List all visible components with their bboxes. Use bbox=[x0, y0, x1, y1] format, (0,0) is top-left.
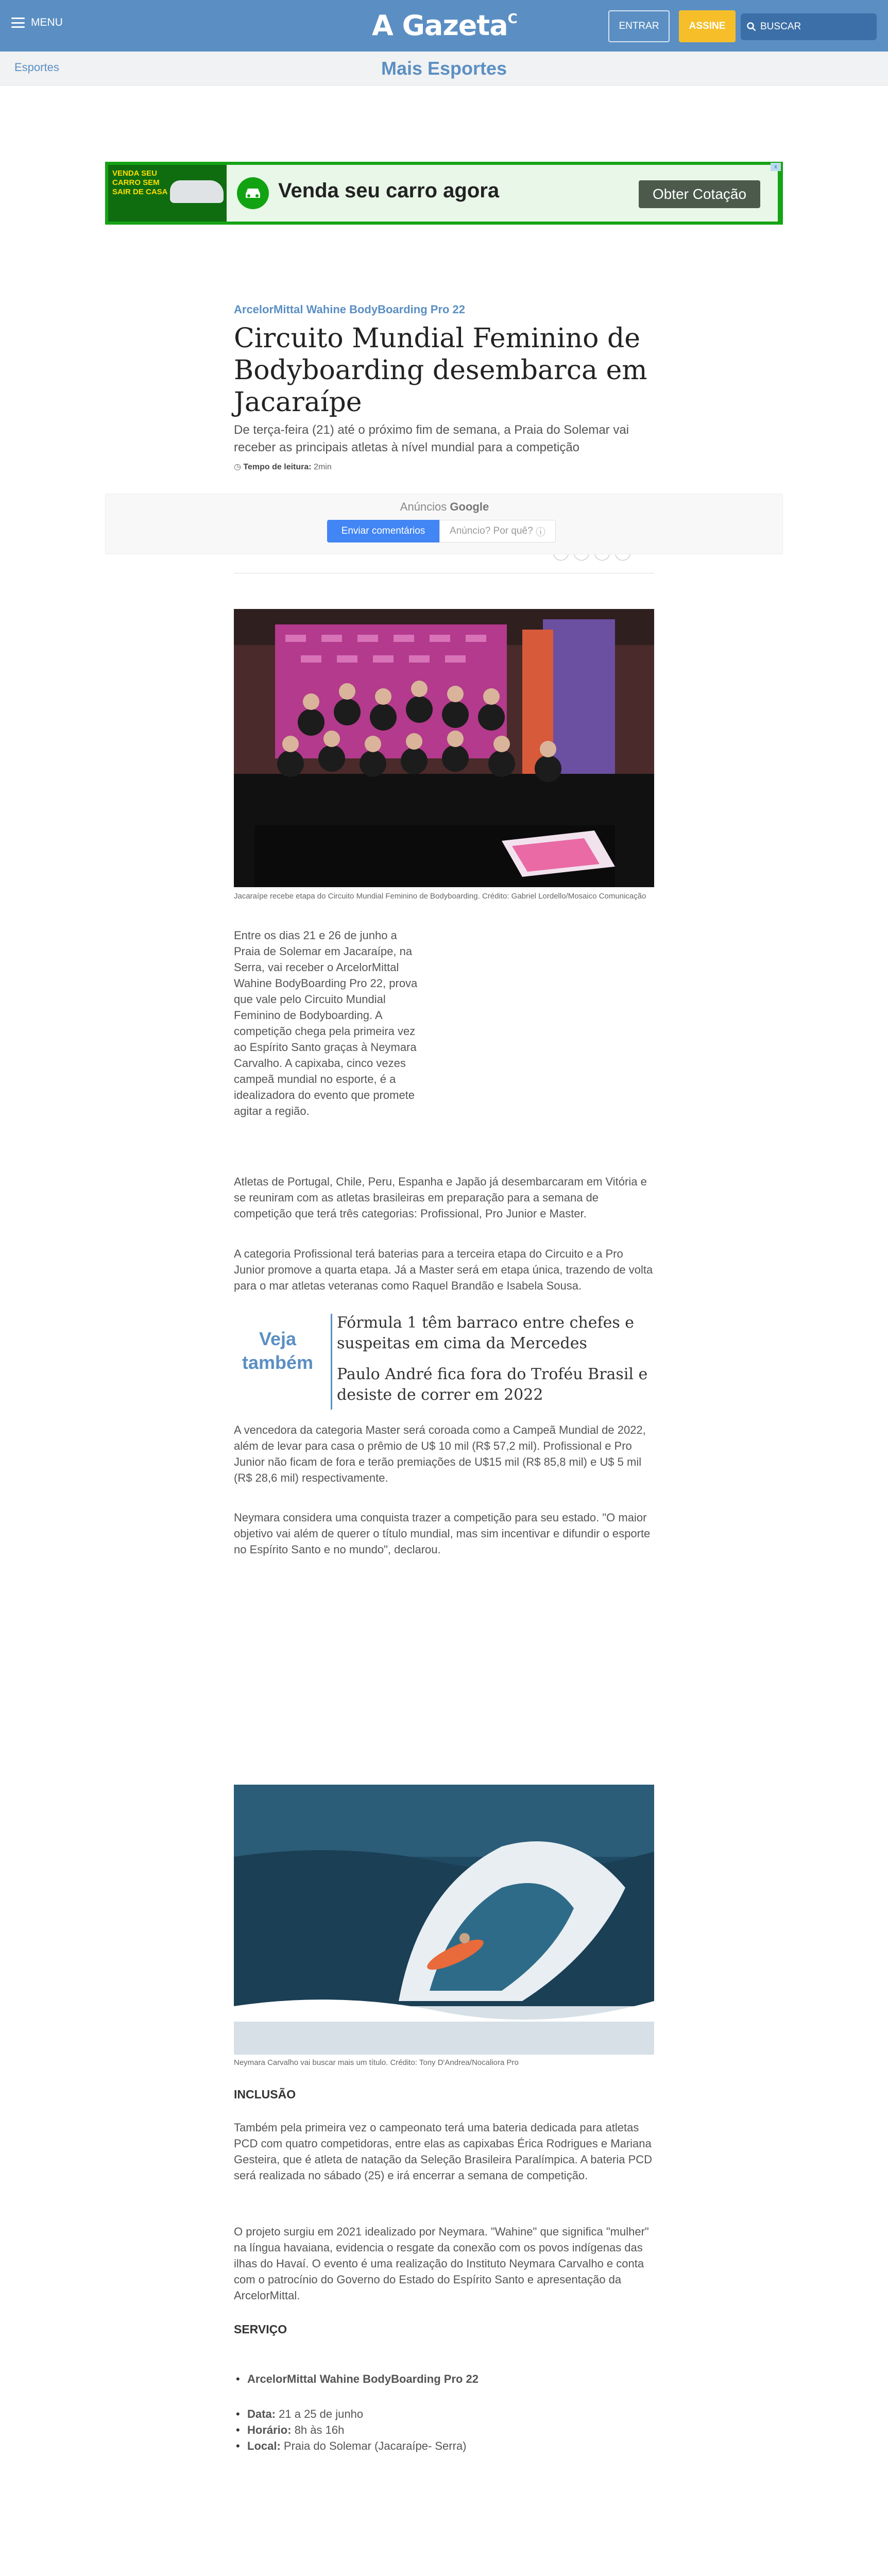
subheading-inclusao: INCLUSÃO bbox=[234, 2088, 296, 2101]
article-photo-group[interactable] bbox=[234, 609, 654, 887]
event-list bbox=[234, 2371, 654, 2387]
read-time-value: 2min bbox=[314, 463, 332, 471]
see-also-box bbox=[234, 1311, 654, 1414]
see-also-label: Veja também bbox=[242, 1328, 314, 1373]
menu-button[interactable] bbox=[11, 16, 63, 29]
article-lede: De terça-feira (21) até o próximo fim de semana, a Praia do Solemar vai receber as principais atletas à nível mundial para a competição bbox=[234, 423, 629, 454]
subheading-servico: SERVIÇO bbox=[234, 2323, 287, 2336]
ad-main-panel bbox=[227, 165, 778, 222]
hamburger-icon bbox=[11, 18, 25, 28]
list-item: • Horário: 8h às 16h bbox=[234, 2422, 654, 2438]
see-also-link[interactable]: Paulo André fica fora do Troféu Brasil e desiste de correr em 2022 bbox=[337, 1365, 648, 1404]
surf-photo-illustration bbox=[234, 1785, 654, 2055]
ads-by-google: Anúncios Google bbox=[400, 500, 489, 513]
photo-caption: Jacaraípe recebe etapa do Circuito Mundial Feminino de Bodyboarding. Crédito: Gabriel Lordello/Mosaico Comunicação bbox=[234, 892, 646, 901]
paragraph: O projeto surgiu em 2021 idealizado por Neymara. "Wahine" que significa "mulher" na língua havaiana, evidencia o resgate da conexão com os povos indígenas das ilhas do Havaí. O evento é uma realização do Instituto Neymara Carvalho e conta com o patrocínio do Governo do Estado do Espírito Santo e apresentação da ArcelorMittal. bbox=[234, 2225, 649, 2302]
clock-icon: ◷ bbox=[234, 463, 241, 471]
site-logo[interactable]: A Gazeta$^C$ bbox=[372, 9, 517, 42]
paragraph: Neymara considera uma conquista trazer a competição para seu estado. "O maior objetivo vai além de querer o título mundial, mas sim incentivar e difundir o esporte no Espírito Santo e no mundo", declarou. bbox=[234, 1511, 651, 1556]
list-item: • Local: Praia do Solemar (Jacaraípe- Serra) bbox=[234, 2438, 654, 2454]
info-icon: ⓘ bbox=[535, 527, 545, 538]
breadcrumb-esportes[interactable]: Esportes bbox=[14, 61, 59, 74]
send-feedback-button[interactable]: Enviar comentários bbox=[327, 520, 439, 543]
article-category[interactable]: ArcelorMittal Wahine BodyBoarding Pro 22 bbox=[234, 303, 466, 316]
event-details-list bbox=[234, 2406, 654, 2454]
paragraph: Também pela primeira vez o campeonato terá uma bateria dedicada para atletas PCD com quatro competidoras, entre elas as capixabas Érica Rodrigues e Mariana Gesteira, que é atleta de natação da Seleção Brasileira Paralímpica. A bateria PCD será realizada no sábado (25) e irá encerrar a semana de competição. bbox=[234, 2121, 653, 2182]
car-icon bbox=[170, 180, 224, 203]
see-also-link[interactable]: Fórmula 1 têm barraco entre chefes e suspeitas em cima da Mercedes bbox=[337, 1314, 635, 1352]
article-photo-surf[interactable] bbox=[234, 1785, 654, 2055]
google-ads-feedback bbox=[105, 494, 783, 554]
top-header bbox=[0, 0, 888, 52]
paragraph: A vencedora da categoria Master será coroada como a Campeã Mundial de 2022, além de levar para casa o prêmio de U$ 10 mil (R$ 57,2 mil). Profissional e Pro Junior não ficam de fora e terão premiações de U$15 mil (R$ 85,8 mil) e U$ 5 mil (R$ 28,6 mil) respectivamente. bbox=[234, 1423, 646, 1484]
paragraph: Entre os dias 21 e 26 de junho a Praia de Solemar em Jacaraípe, na Serra, vai receber o ArcelorMittal Wahine BodyBoarding Pro 22, prova que vale pelo Circuito Mundial Feminino de Bodyboarding. A competição chega pela primeira vez ao Espírito Santo graças à Neymara Carvalho. A capixaba, cinco vezes campeã mundial no esporte, é a idealizadora do evento que promete agitar a região. bbox=[234, 929, 418, 1117]
why-this-ad-button[interactable]: Anúncio? Por quê? ⓘ bbox=[439, 520, 556, 543]
list-item: • Data: 21 a 25 de junho bbox=[234, 2406, 654, 2422]
section-title[interactable]: Mais Esportes bbox=[381, 58, 507, 79]
article-title: Circuito Mundial Feminino de Bodyboarding desembarca em Jacaraípe bbox=[234, 323, 647, 418]
read-time-label: Tempo de leitura: bbox=[243, 463, 312, 471]
ad-close-icon[interactable]: x bbox=[771, 163, 781, 171]
ad-banner[interactable] bbox=[105, 162, 783, 225]
photo-caption: Neymara Carvalho vai buscar mais um título. Crédito: Tony D'Andrea/Nocaliora Pro bbox=[234, 2058, 519, 2067]
ad-left-panel bbox=[108, 165, 227, 222]
paragraph: A categoria Profissional terá baterias para a terceira etapa do Circuito e a Pro Junior promove a quarta etapa. Já a Master será em etapa única, trazendo de volta para o mar atletas veteranas como Raquel Brandão e Isabela Sousa. bbox=[234, 1247, 653, 1292]
search-placeholder: BUSCAR bbox=[760, 21, 801, 32]
subscribe-button[interactable]: ASSINE bbox=[679, 10, 736, 42]
search-icon bbox=[747, 22, 756, 31]
login-button[interactable]: ENTRAR bbox=[608, 10, 670, 42]
car-badge-icon bbox=[237, 177, 269, 209]
ad-left-text: VENDA SEU CARRO SEM SAIR DE CASA bbox=[112, 169, 168, 196]
menu-label: MENU bbox=[31, 16, 63, 28]
ad-headline: Venda seu carro agora bbox=[278, 179, 500, 202]
logo-mark-icon: C bbox=[507, 11, 517, 27]
ad-cta-button[interactable]: Obter Cotação bbox=[639, 180, 760, 208]
paragraph: Atletas de Portugal, Chile, Peru, Espanha e Japão já desembarcaram em Vitória e se reuniram com as atletas brasileiras em preparação para a semana de competição que terá três categorias: Profissional, Pro Junior e Master. bbox=[234, 1175, 647, 1220]
search-input[interactable] bbox=[741, 13, 877, 40]
group-photo-illustration bbox=[234, 609, 654, 887]
section-bar bbox=[0, 52, 888, 86]
list-item: • ArcelorMittal Wahine BodyBoarding Pro 22 bbox=[234, 2371, 654, 2387]
read-time bbox=[234, 462, 654, 472]
